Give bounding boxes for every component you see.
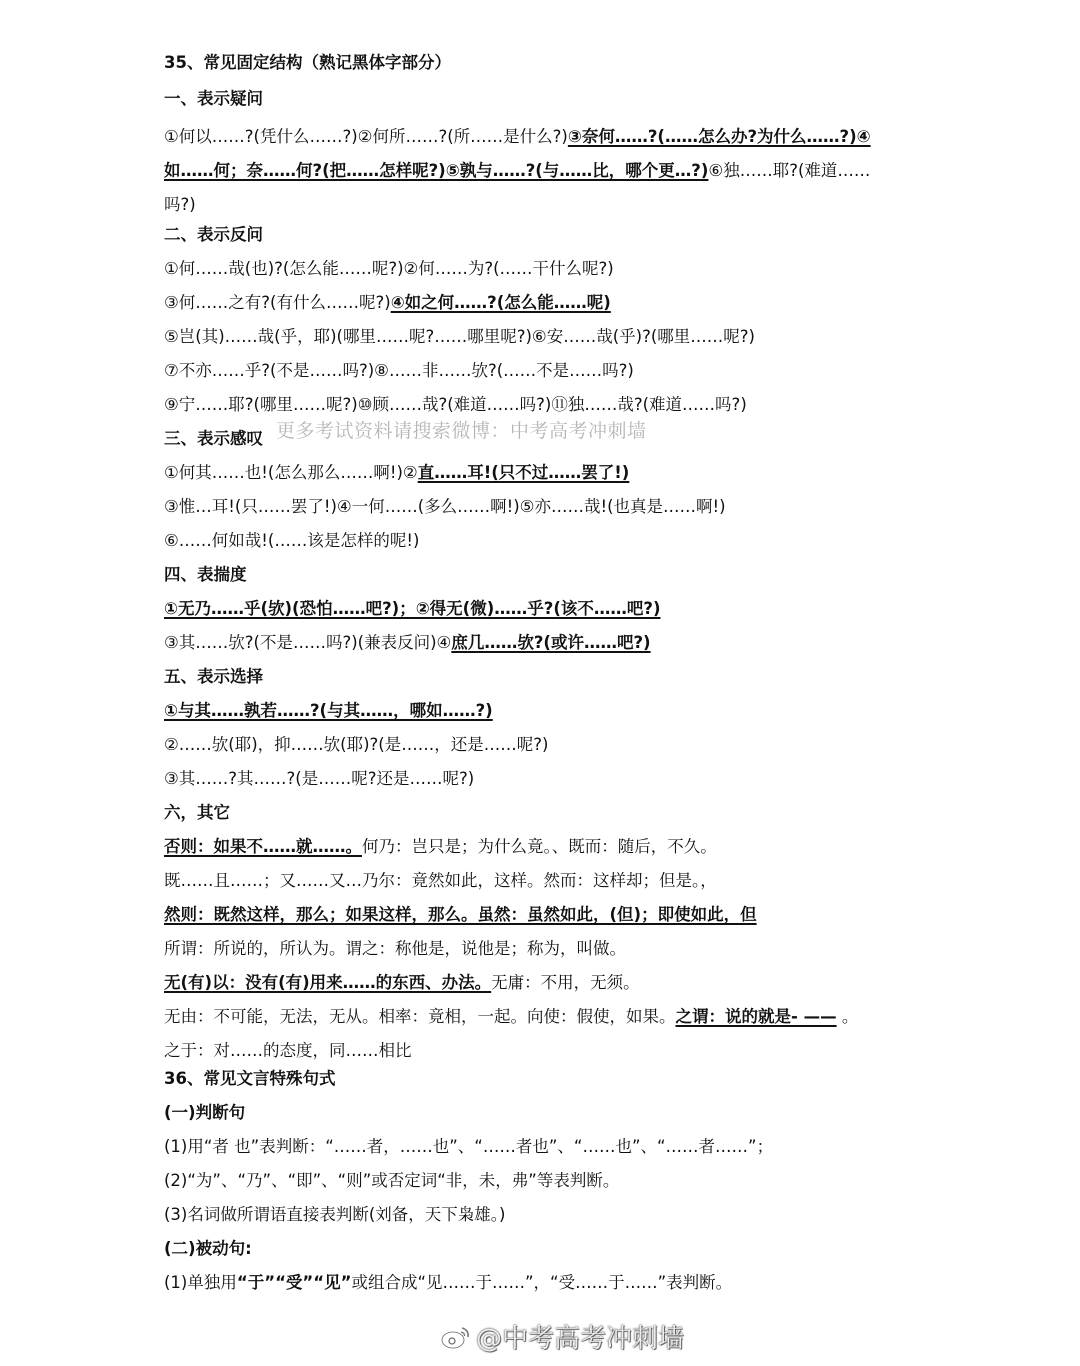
text-run: ①何其……也!(怎么那么……啊!)② <box>164 463 418 482</box>
text-line <box>164 292 930 314</box>
text-line <box>164 258 930 280</box>
text-line <box>164 870 930 892</box>
text-line <box>164 734 930 756</box>
text-run: ③奈何……?(……怎么办?为什么……?)④如……何；奈……何?(把……怎样呢?)⑤孰与……?(与……比，哪个更…?) <box>164 127 871 180</box>
text-run: 35、常见固定结构（熟记黑体字部分） <box>164 53 451 72</box>
text-run: ①何以……?(凭什么……?)②何所……?(所……是什么?) <box>164 127 568 146</box>
text-line <box>164 904 930 926</box>
text-run: 一、表示疑问 <box>164 89 263 108</box>
text-run: ⑦不亦……乎?(不是……吗?)⑧……非……欤?(……不是……吗?) <box>164 361 634 380</box>
text-run: ⑤岂(其)……哉(乎，耶)(哪里……呢?……哪里呢?)⑥安……哉(乎)?(哪里……呢?) <box>164 327 755 346</box>
text-line <box>164 700 930 722</box>
text-run: 无由：不可能，无法，无从。相率：竟相，一起。向使：假使，如果。 <box>164 1007 676 1026</box>
section-heading <box>164 52 930 74</box>
text-line <box>164 1040 930 1062</box>
text-run: 二、表示反问 <box>164 225 263 244</box>
text-line <box>164 394 930 416</box>
text-line <box>164 1006 930 1028</box>
text-run: ⑨宁……耶?(哪里……呢?)⑩顾……哉?(难道……吗?)⑪独……哉?(难道……吗?) <box>164 395 747 414</box>
text-line <box>164 598 930 620</box>
text-line <box>164 768 930 790</box>
text-run: ①无乃……乎(欤)(恐怕……吧?)；②得无(微)……乎?(该不……吧?) <box>164 599 661 618</box>
text-line <box>164 938 930 960</box>
text-run: 无庸：不用，无须。 <box>491 973 640 992</box>
weibo-logo-icon <box>440 1324 472 1350</box>
section-heading <box>164 1068 930 1090</box>
text-run: 之于：对……的态度，同……相比 <box>164 1041 412 1060</box>
text-line <box>164 632 930 654</box>
text-run: ③其……欤?(不是……吗?)(兼表反问)④ <box>164 633 452 652</box>
text-run: (1)单独用 <box>164 1273 237 1292</box>
subsection-heading <box>164 802 930 824</box>
text-run: (二)被动句: <box>164 1239 252 1258</box>
text-run: 。 <box>836 1007 859 1026</box>
text-line <box>164 462 930 484</box>
text-line <box>164 360 930 382</box>
subsection-heading <box>164 224 930 246</box>
text-run: ④如之何……?(怎么能……呢) <box>390 293 611 312</box>
text-line <box>164 836 930 858</box>
watermark-text: 更多考试资料请搜索微博：中考高考冲刺墙 <box>276 420 647 442</box>
text-run: 36、常见文言特殊句式 <box>164 1069 336 1088</box>
text-run: 所谓：所说的，所认为。谓之：称他是，说他是；称为，叫做。 <box>164 939 626 958</box>
text-run: 直……耳!(只不过……罢了!) <box>417 463 630 482</box>
weibo-handle: @中考高考冲刺墙 <box>476 1324 685 1354</box>
text-line <box>164 1170 930 1192</box>
text-run: ⑥独……耶?(难道……吗?) <box>164 161 871 214</box>
text-run: ③其……?其……?(是……呢?还是……呢?) <box>164 769 475 788</box>
text-run: 庶几……欤?(或许……吧?) <box>451 633 651 652</box>
text-line <box>164 120 902 222</box>
subsection-heading <box>164 88 930 110</box>
text-run: (1)用“者 也”表判断：“……者，……也”、“……者也”、“……也”、“……者……”； <box>164 1137 774 1156</box>
text-run: ②……欤(耶)，抑……欤(耶)?(是……，还是……呢?) <box>164 735 549 754</box>
text-run: 五、表示选择 <box>164 667 263 686</box>
text-run: 之谓：说的就是- —— <box>675 1007 837 1026</box>
text-run: 何乃：岂只是；为什么竟。、既而：随后，不久。 <box>362 837 717 856</box>
text-run: ①何……哉(也)?(怎么能……呢?)②何……为?(……干什么呢?) <box>164 259 614 278</box>
text-run: ⑥……何如哉!(……该是怎样的呢!) <box>164 531 420 550</box>
text-run: “于”“受”“见” <box>236 1273 352 1292</box>
subsection-heading <box>164 1238 930 1260</box>
text-run: 然则：既然这样，那么；如果这样，那么。虽然：虽然如此，(但)；即使如此，但 <box>164 905 757 924</box>
text-run: 或组合成“见……于……”，“受……于……”表判断。 <box>351 1273 733 1292</box>
text-run: 三、表示感叹 <box>164 429 263 448</box>
text-run: ①与其……孰若……?(与其……，哪如……?) <box>164 701 493 720</box>
text-run: 四、表揣度 <box>164 565 247 584</box>
text-run: 既……且……；又……又…乃尔：竟然如此，这样。然而：这样却；但是。， <box>164 871 717 890</box>
text-run: ③惟…耳!(只……罢了!)④一何……(多么……啊!)⑤亦……哉!(也真是……啊!) <box>164 497 726 516</box>
text-line <box>164 530 930 552</box>
text-line <box>164 1272 930 1294</box>
subsection-heading <box>164 1102 930 1124</box>
text-line <box>164 1136 930 1158</box>
subsection-heading <box>164 564 930 586</box>
text-run: ③何……之有?(有什么……呢?) <box>164 293 391 312</box>
text-line <box>164 326 930 348</box>
text-run: (一)判断句 <box>164 1103 246 1122</box>
text-run: (3)名词做所谓语直接表判断(刘备，天下枭雄。) <box>164 1205 506 1224</box>
text-line <box>164 1204 930 1226</box>
text-run: 六，其它 <box>164 803 230 822</box>
text-run: 无(有)以：没有(有)用来……的东西、办法。 <box>164 973 492 992</box>
weibo-watermark <box>440 1318 684 1355</box>
text-line <box>164 972 930 994</box>
text-run: (2)“为”、“乃”、“即”、“则”或否定词“非，未，弗”等表判断。 <box>164 1171 620 1190</box>
text-line <box>164 496 930 518</box>
subsection-heading <box>164 666 930 688</box>
text-run: 否则：如果不……就……。 <box>164 837 362 856</box>
